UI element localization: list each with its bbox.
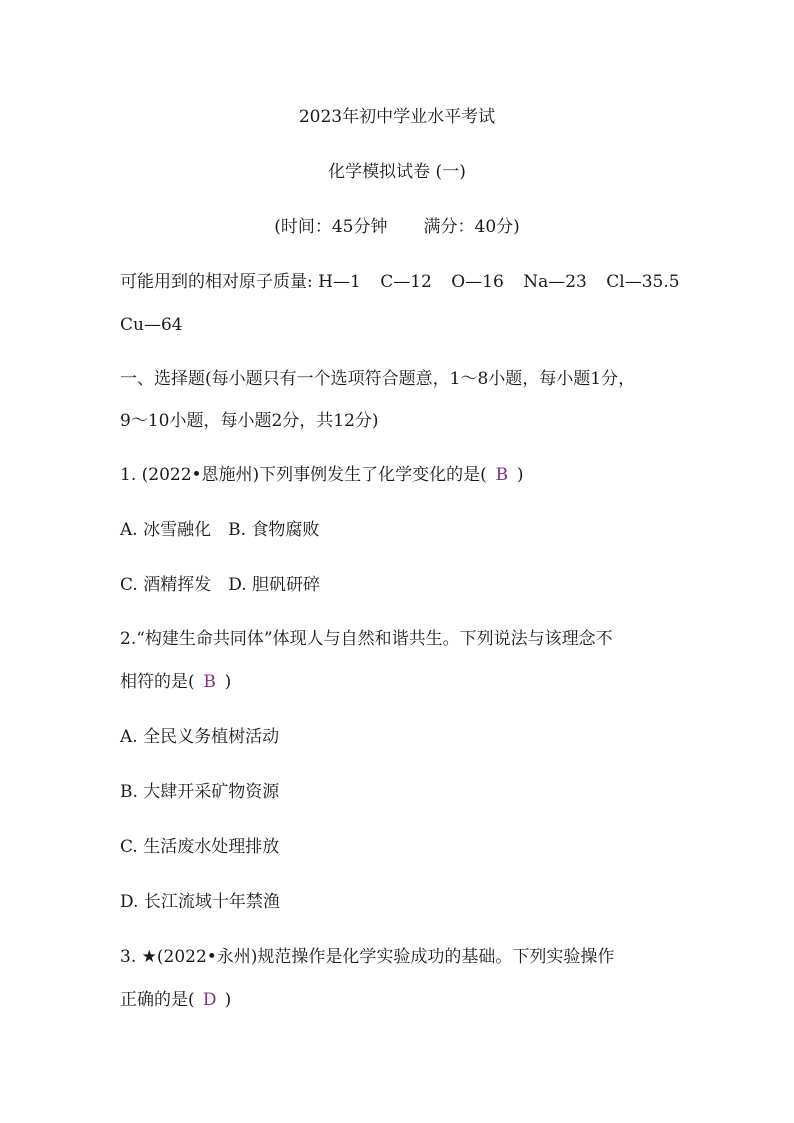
- question-2-option-d: D. 长江流域十年禁渔: [120, 892, 280, 912]
- question-3-stem-2: 正确的是( D ): [120, 990, 232, 1010]
- question-2-answer: B: [203, 672, 216, 692]
- exam-time: (时间：45分钟: [274, 217, 388, 237]
- question-1-options-ab: A. 冰雪融化 B. 食物腐败: [120, 520, 320, 540]
- question-1-stem: 1. (2022•恩施州)下列事例发生了化学变化的是( B ): [120, 465, 524, 485]
- exam-time-score: [0, 215, 794, 239]
- question-3-answer: D: [202, 990, 217, 1010]
- atomic-mass-line: [120, 270, 680, 294]
- star-icon: ★: [141, 947, 157, 967]
- exam-score: 满分：40分): [423, 217, 520, 237]
- question-2-stem-2: 相符的是( B ): [120, 672, 232, 692]
- section1-heading-1: 一、选择题(每小题只有一个选项符合题意，1～8小题，每小题1分，: [120, 369, 636, 389]
- atomic-mass-o: O—16: [451, 272, 504, 292]
- question-2-option-b: B. 大肆开采矿物资源: [120, 782, 280, 802]
- atomic-mass-na: Na—23: [523, 272, 587, 292]
- question-1-answer: B: [495, 465, 509, 485]
- exam-title: 2023年初中学业水平考试: [298, 107, 496, 127]
- section1-heading-2: 9～10小题，每小题2分，共12分): [120, 411, 379, 431]
- question-2-option-a: A. 全民义务植树活动: [120, 727, 280, 747]
- question-2-option-c: C. 生活废水处理排放: [120, 837, 280, 857]
- atomic-mass-cl: Cl—35.5: [606, 272, 680, 292]
- exam-subtitle: 化学模拟试卷 (一): [328, 162, 466, 182]
- atomic-mass-c: C—12: [380, 272, 432, 292]
- question-3-stem-1: 3. ★(2022•永州)规范操作是化学实验成功的基础。下列实验操作: [120, 947, 615, 967]
- question-2-stem-1: 2.“构建生命共同体”体现人与自然和谐共生。下列说法与该理念不: [120, 629, 613, 649]
- atomic-mass-h: H—1: [318, 272, 361, 292]
- question-1-options-cd: C. 酒精挥发 D. 胆矾研碎: [120, 575, 321, 595]
- atomic-mass-label: 可能用到的相对原子质量:: [120, 272, 313, 292]
- atomic-mass-cu: Cu—64: [120, 315, 183, 335]
